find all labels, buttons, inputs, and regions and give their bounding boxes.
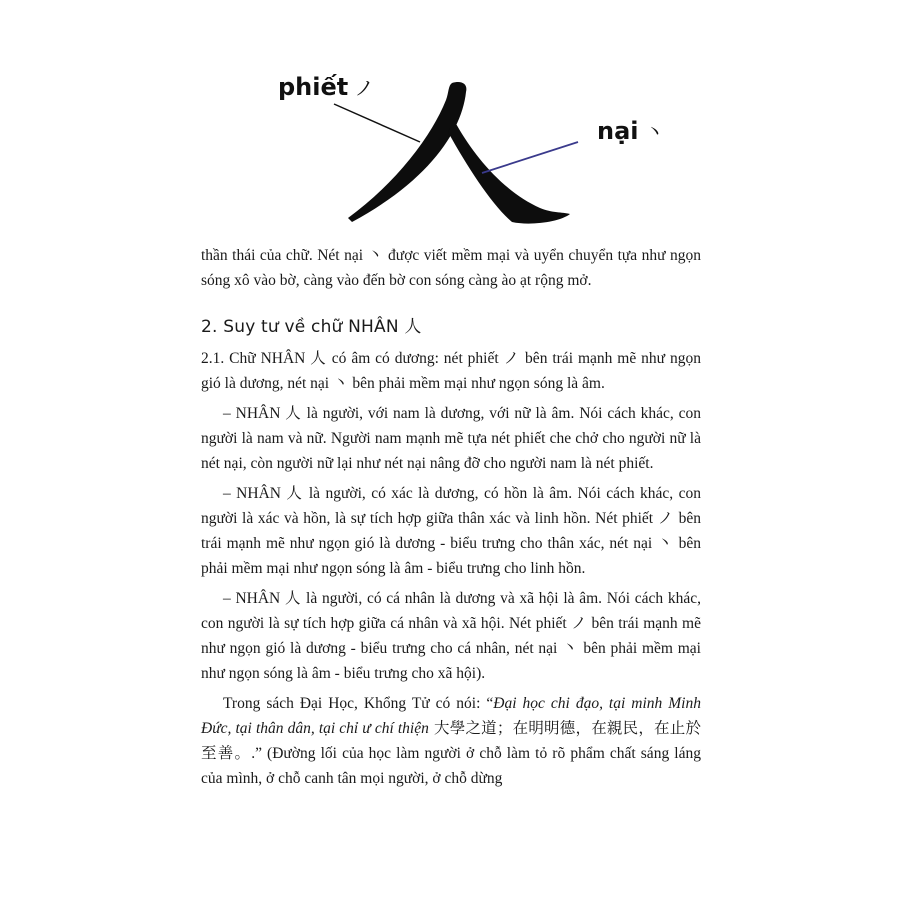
paragraph-dai-hoc	[201, 691, 701, 791]
paragraph-xac-hon: – NHÂN 人 là người, có xác là dương, có hồn là âm. Nói cách khác, con người là xác và hồn, là sự tích hợp giữa thân xác và linh hồn. Nét phiết ノ bên trái mạnh mẽ như ngọn gió là dương - biểu trưng cho thân xác, nét nại 丶 bên phải mềm mại như ngọn sóng là âm - biểu trưng cho linh hồn.	[201, 485, 701, 577]
quote-translation: .” (Đường lối của học làm người ở chỗ làm tỏ rõ phẩm chất sáng láng của mình, ở chỗ canh tân mọi người, ở chỗ dừng	[201, 745, 701, 787]
intro-paragraph	[201, 243, 701, 293]
quote-intro: Trong sách Đại Học, Khổng Tử có nói: “	[223, 695, 494, 712]
nai-stroke	[448, 120, 570, 224]
paragraph-nam-nu: – NHÂN 人 là người, với nam là dương, với nữ là âm. Nói cách khác, con người là nam và nữ. Người nam mạnh mẽ tựa nét phiết che chở cho người nữ là nét nại, còn người nữ lại như nét nại nâng đỡ cho người nam là nét phiết.	[201, 405, 701, 472]
section-heading: 2. Suy tư về chữ NHÂN 人	[201, 317, 422, 337]
character-diagram	[0, 0, 900, 240]
nai-pointer-line	[482, 142, 578, 173]
phiet-stroke	[348, 82, 466, 222]
quote-romanized: Đại học chi đạo, tại minh Minh Đức, tại thân dân, tại chỉ ư chí thiện	[201, 695, 701, 737]
quote-chinese: 大學之道；在明明德，在親民，在止於至善。	[201, 719, 701, 762]
section-body	[201, 346, 701, 791]
ren-character-drawing	[0, 0, 900, 240]
intro-text: thần thái của chữ. Nét nại 丶 được viết mềm mại và uyển chuyển tựa như ngọn sóng xô vào bờ, càng vào đến bờ con sóng càng ào ạt rộng mở.	[201, 247, 701, 289]
phiet-label: phiết ノ	[278, 73, 375, 101]
paragraph-2-1: 2.1. Chữ NHÂN 人 có âm có dương: nét phiết ノ bên trái mạnh mẽ như ngọn gió là dương, nét nại 丶 bên phải mềm mại như ngọn sóng là âm.	[201, 350, 701, 392]
paragraph-ca-nhan-xa-hoi: – NHÂN 人 là người, có cá nhân là dương và xã hội là âm. Nói cách khác, con người là sự tích hợp giữa cá nhân và xã hội. Nét phiết ノ bên trái mạnh mẽ như ngọn gió là dương - biểu trưng cho cá nhân, nét nại 丶 bên phải mềm mại như ngọn sóng là âm - biểu trưng cho xã hội).	[201, 590, 701, 682]
phiet-pointer-line	[334, 104, 420, 142]
nai-label: nại 丶	[597, 117, 665, 145]
